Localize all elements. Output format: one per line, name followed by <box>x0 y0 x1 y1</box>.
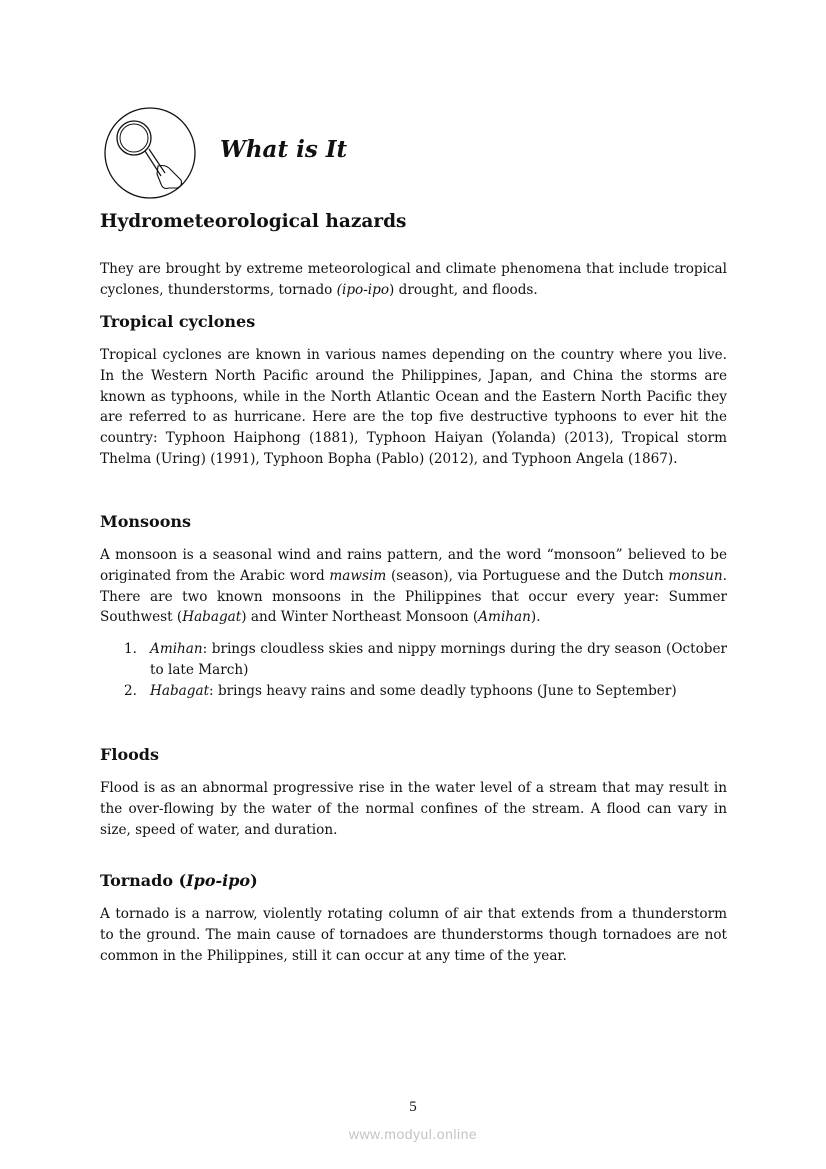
text: Habagat <box>150 682 210 699</box>
page-number: 5 <box>409 1099 417 1115</box>
monsoon-list <box>124 639 727 701</box>
text: A monsoon is a seasonal wind and rains pattern, and the word “monsoon” believed to be originated from the Arabic word <box>100 547 727 584</box>
text: They are brought by extreme meteorological and climate phenomena that include tropical cyclones, thunderstorms, tornado <box>100 261 727 298</box>
section-title: What is It <box>220 136 348 163</box>
floods-heading: Floods <box>100 745 159 764</box>
text: Ipo-ipo <box>186 871 251 890</box>
magnifier-hand-icon <box>103 106 197 200</box>
text: Habagat <box>182 609 242 626</box>
text: (ipo-ipo <box>336 281 390 298</box>
text: Tornado ( <box>100 871 187 890</box>
text: ). <box>530 609 541 626</box>
list-item <box>124 681 727 702</box>
intro-paragraph <box>100 259 727 301</box>
main-heading: Hydrometeorological hazards <box>100 211 407 232</box>
text: monsun <box>668 567 723 584</box>
text: Amihan <box>478 609 531 626</box>
tornado-heading <box>100 871 258 890</box>
watermark: www.modyul.online <box>348 1126 478 1142</box>
list-number: 2. <box>124 682 137 699</box>
floods-paragraph: Flood is as an abnormal progressive rise in the water level of a stream that may result in the over-flowing by the water of the normal confines of the stream. A flood can vary in size, speed of water, and duration. <box>100 780 727 838</box>
text: : brings cloudless skies and nippy mornings during the dry season (October to late March) <box>150 641 727 678</box>
tropical-cyclones-heading: Tropical cyclones <box>100 312 256 331</box>
text: : brings heavy rains and some deadly typhoons (June to September) <box>209 682 677 699</box>
text: ) drought, and floods. <box>389 281 538 298</box>
text: ) and Winter Northeast Monsoon ( <box>241 609 479 626</box>
list-item <box>124 639 727 681</box>
text: Amihan <box>150 641 203 657</box>
text: (season), via Portuguese and the Dutch <box>386 567 669 584</box>
text: mawsim <box>329 567 387 584</box>
tornado-paragraph: A tornado is a narrow, violently rotating column of air that extends from a thunderstorm to the ground. The main cause of tornadoes are thunderstorms though tornadoes are not common in the Philippines, still it can occur at any time of the year. <box>100 906 727 964</box>
monsoons-heading: Monsoons <box>100 512 192 531</box>
monsoons-paragraph <box>100 545 727 628</box>
list-number: 1. <box>124 641 137 657</box>
tropical-cyclones-paragraph: Tropical cyclones are known in various names depending on the country where you live. In the Western North Pacific around the Philippines, Japan, and China the storms are known as typhoons, while in the North Atlantic Ocean and the Eastern North Pacific they are referred to as hurricane. Here are the top five destructive typhoons to ever hit the country: Typhoon Haiphong (1881), Typhoon Haiyan (Yolanda) (2013), Tropical storm Thelma (Uring) (1991), Typhoon Bopha (Pablo) (2012), and Typhoon Angela (1867). <box>100 347 727 467</box>
text: . There are two known monsoons in the Philippines that occur every year: Summer Southwest ( <box>100 567 727 626</box>
text: ) <box>250 871 258 890</box>
